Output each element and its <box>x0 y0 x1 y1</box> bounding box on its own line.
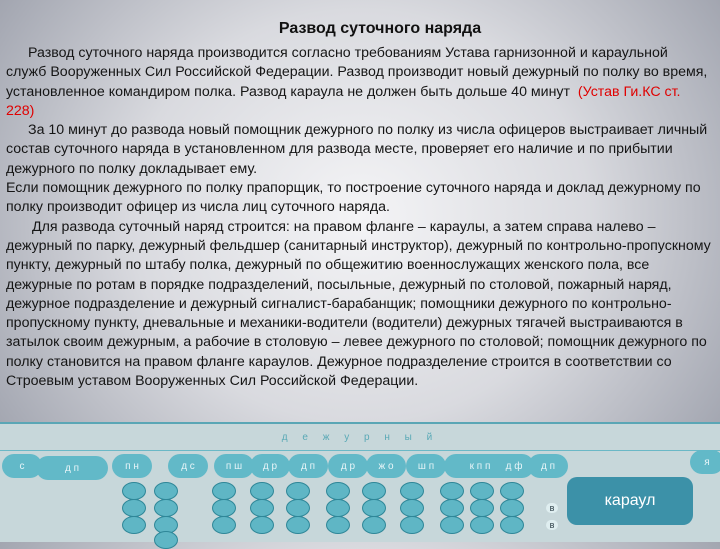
person-circle <box>326 499 350 517</box>
person-circle <box>286 499 310 517</box>
paragraph-2: За 10 минут до развода новый помощник дежурного по полку из числа офицеров выстраивает личный состав суточного наряда в установленном для развода месте, проверяет его наличие и по прибытии дежурного по полку докладывает ему. <box>6 122 708 177</box>
person-circle <box>286 482 310 500</box>
position-ds: д с <box>168 454 208 478</box>
person-circle <box>250 482 274 500</box>
person-circle <box>470 499 494 517</box>
person-circle <box>470 482 494 500</box>
person-circle <box>440 482 464 500</box>
person-circle <box>250 499 274 517</box>
person-circle <box>212 516 236 534</box>
paragraph-3: Если помощник дежурного по полку прапорщик, то построение суточного наряда и доклад дежурному по полку производит офицер из числа лиц суточного наряда. <box>6 180 701 216</box>
person-circle <box>500 516 524 534</box>
person-circle <box>212 482 236 500</box>
person-circle <box>400 499 424 517</box>
person-circle <box>122 482 146 500</box>
person-circle <box>362 499 386 517</box>
column-label-2: в <box>546 520 558 530</box>
position-ya: я <box>690 450 720 474</box>
person-circle <box>326 516 350 534</box>
person-circle <box>362 516 386 534</box>
position-dp-1: д п <box>36 456 108 480</box>
position-s: с <box>2 454 42 478</box>
paragraph-1 <box>6 44 712 121</box>
person-circle <box>470 516 494 534</box>
person-circle <box>154 531 178 549</box>
diagram-divider <box>0 450 720 451</box>
person-circle <box>212 499 236 517</box>
person-circle <box>122 516 146 534</box>
duty-label: д е ж у р н ы й <box>281 432 439 443</box>
position-shp: ш п <box>406 454 446 478</box>
person-circle <box>500 482 524 500</box>
person-circle <box>440 499 464 517</box>
position-dr-1: д р <box>250 454 290 478</box>
statute-reference: (Устав Ги.КС ст. 228) <box>6 83 681 119</box>
person-circle <box>362 482 386 500</box>
position-kpp: к п п <box>444 454 516 478</box>
column-label-1: в <box>546 503 558 513</box>
page-title: Развод суточного наряда <box>278 20 482 37</box>
person-circle <box>326 482 350 500</box>
person-circle <box>440 516 464 534</box>
person-circle <box>154 482 178 500</box>
position-psh: п ш <box>214 454 254 478</box>
person-circle <box>500 499 524 517</box>
position-dr-2: д р <box>328 454 368 478</box>
position-dp-3: д п <box>528 454 568 478</box>
person-circle <box>122 499 146 517</box>
main-text <box>6 44 712 391</box>
paragraph-4: Для развода суточный наряд строится: на правом фланге – караулы, а затем справа налево – дежурный по парку, дежурный фельдшер (санитарный инструктор), дежурный по контрольно-пропускному пункту, дежурный по штабу полка, дежурный по общежитию военнослужащих женского пола, все дежурные по ротам в порядке подразделений, посыльные, дежурный по столовой, пожарный наряд, дежурное подразделение и дежурный сигналист-барабанщик; помощники дежурного по контрольно-пропускному пункту, дневальные и механики-водители (водители) дежурных тягачей выстраиваются в затылок своим дежурным, а рабочие в столовую – левее дежурного по столовой; помощник дежурного по полку становится на правом фланге караулов. Дежурное подразделение строится в соответствии со Строевым уставом Вооруженных Сил Российской Федерации. <box>6 218 711 390</box>
karaul-block: караул <box>567 477 693 525</box>
person-circle <box>250 516 274 534</box>
position-zho: ж о <box>366 454 406 478</box>
position-df: д ф <box>494 454 534 478</box>
person-circle <box>154 499 178 517</box>
person-circle <box>400 482 424 500</box>
paragraph-1-text: Развод суточного наряда производится согласно требованиям Устава гарнизонной и караульной служб Вооруженных Сил Российской Федерации. Развод производит новый дежурный по полку во время, установленное командиром полка. Развод караула не должен быть дольше 40 минут <box>6 45 708 100</box>
position-pn: п н <box>112 454 152 478</box>
person-circle <box>400 516 424 534</box>
position-dp-2: д п <box>288 454 328 478</box>
person-circle <box>286 516 310 534</box>
